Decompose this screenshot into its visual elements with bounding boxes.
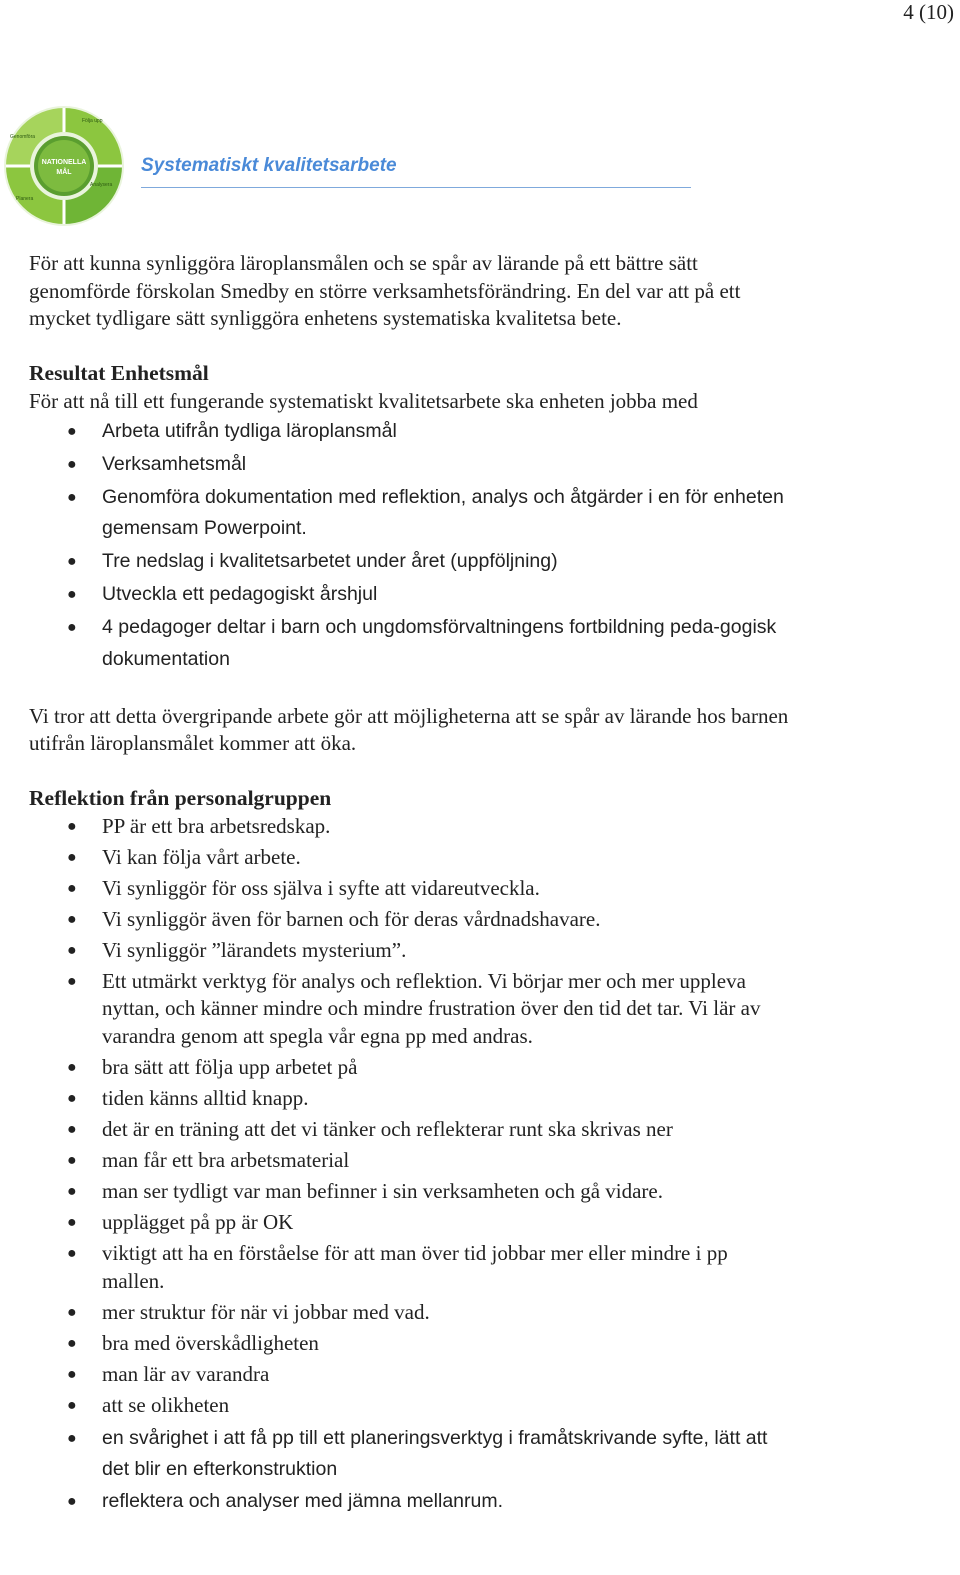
bullet-icon: ●	[67, 1090, 77, 1108]
list-item: ● Vi synliggör för oss själva i syfte att vidareutveckla.	[29, 875, 789, 906]
reflection-list	[29, 813, 789, 1518]
list-item: ● Tre nedslag i kvalitetsarbetet under året (uppföljning)	[29, 546, 789, 579]
page-number: 4 (10)	[903, 0, 954, 24]
bullet-icon: ●	[67, 941, 77, 959]
bullet-icon: ●	[67, 553, 77, 571]
list-item: ● Vi synliggör ”lärandets mysterium”.	[29, 937, 789, 968]
bullet-icon: ●	[67, 455, 77, 473]
svg-text:Genomföra: Genomföra	[10, 134, 36, 140]
list-item: ● Arbeta utifrån tydliga läroplansmål	[29, 416, 789, 449]
bullet-icon: ●	[67, 1152, 77, 1170]
list-item: ● man lär av varandra	[29, 1361, 789, 1392]
list-item: ● Vi synliggör även för barnen och för deras vårdnadshavare.	[29, 906, 789, 937]
bullet-icon: ●	[67, 586, 77, 604]
list-item: ● tiden känns alltid knapp.	[29, 1085, 789, 1116]
list-item: ● Utveckla ett pedagogiskt årshjul	[29, 579, 789, 612]
list-item: ● Vi kan följa vårt arbete.	[29, 844, 789, 875]
list-item: ● man ser tydligt var man befinner i sin verksamheten och gå vidare.	[29, 1178, 789, 1209]
svg-text:Planera: Planera	[16, 196, 34, 202]
list-item: ● att se olikheten	[29, 1392, 789, 1423]
bullet-icon: ●	[67, 1121, 77, 1139]
list-item: ● bra med överskådligheten	[29, 1330, 789, 1361]
bullet-icon: ●	[67, 879, 77, 897]
reflection-heading: Reflektion från personalgruppen	[29, 785, 332, 810]
bullet-icon: ●	[67, 1396, 77, 1414]
section-title: Systematiskt kvalitetsarbete	[141, 155, 691, 188]
list-item: ● Ett utmärkt verktyg för analys och reflektion. Vi börjar mer och mer uppleva nyttan, och känner mindre och mindre frustration över den tid det tar. Vi lär av varandra genom att spegla vår egna pp med andras.	[67, 968, 761, 1049]
bullet-icon: ●	[67, 1245, 77, 1263]
bullet-icon: ●	[67, 817, 77, 835]
bullet-icon: ●	[67, 619, 77, 637]
bullet-icon: ●	[67, 910, 77, 928]
bullet-icon: ●	[67, 848, 77, 866]
list-item: ● PP är ett bra arbetsredskap.	[29, 813, 789, 844]
result-conclusion: Vi tror att detta övergripande arbete gör att möjligheterna att se spår av lärande hos barnen utifrån läroplansmålet kommer att öka.	[29, 703, 789, 756]
svg-text:Följa upp: Följa upp	[82, 118, 103, 124]
result-intro: För att nå till ett fungerande systematiskt kvalitetsarbete ska enheten jobba med	[29, 388, 698, 413]
svg-text:NATIONELLA: NATIONELLA	[41, 159, 87, 166]
list-item: ● 4 pedagoger deltar i barn och ungdomsförvaltningens fortbildning peda-gogisk dokumentation	[29, 612, 789, 677]
list-item: ● upplägget på pp är OK	[29, 1209, 789, 1240]
bullet-icon: ●	[67, 1059, 77, 1077]
list-item: ● man får ett bra arbetsmaterial	[29, 1147, 789, 1178]
svg-text:Analysera: Analysera	[90, 182, 113, 188]
list-item: ● Genomföra dokumentation med reflektion, analys och åtgärder i en för enheten gemensam Powerpoint.	[29, 482, 789, 547]
bullet-icon: ●	[67, 972, 77, 990]
list-item: ● det är en träning att det vi tänker och reflekterar runt ska skrivas ner	[29, 1116, 789, 1147]
svg-text:MÅL: MÅL	[56, 169, 72, 176]
bullet-icon: ●	[67, 1492, 77, 1510]
list-item: ● en svårighet i att få pp till ett planeringsverktyg i framåtskrivande syfte, lätt att det blir en efterkonstruktion	[29, 1423, 789, 1486]
bullet-icon: ●	[67, 488, 77, 506]
bullet-icon: ●	[67, 1429, 77, 1447]
bullet-icon: ●	[67, 1183, 77, 1201]
bullet-icon: ●	[67, 1214, 77, 1232]
list-item: ● mer struktur för när vi jobbar med vad.	[29, 1299, 789, 1330]
list-item: ● viktigt att ha en förståelse för att man över tid jobbar mer eller mindre i pp mallen.	[67, 1241, 728, 1293]
intro-paragraph: För att kunna synliggöra läroplansmålen och se spår av lärande på ett bättre sätt genomförde förskolan Smedby en större verksamhetsförändring. En del var att på ett mycket tydligare sätt synliggöra enhetens systematiska kvalitetsa bete.	[29, 251, 741, 331]
nationella-mal-logo	[2, 104, 126, 228]
result-heading: Resultat Enhetsmål	[29, 361, 209, 386]
document-body	[29, 250, 789, 1517]
bullet-icon: ●	[67, 1303, 77, 1321]
bullet-icon: ●	[67, 1334, 77, 1352]
list-item: ● reflektera och analyser med jämna mellanrum.	[29, 1486, 789, 1518]
result-list	[29, 416, 789, 677]
bullet-icon: ●	[67, 422, 77, 440]
list-item: ● Verksamhetsmål	[29, 449, 789, 482]
bullet-icon: ●	[67, 1365, 77, 1383]
list-item: ● bra sätt att följa upp arbetet på	[29, 1054, 789, 1085]
